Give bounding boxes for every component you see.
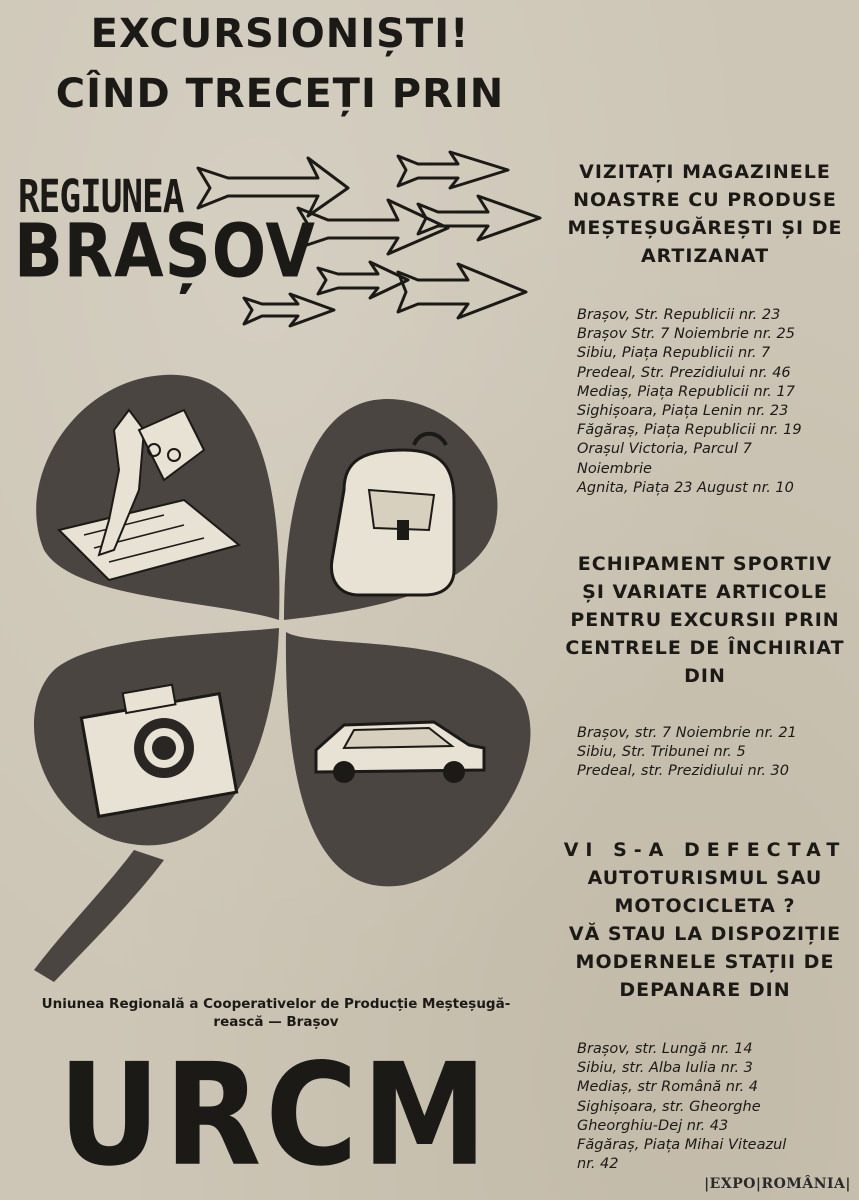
repair-heading xyxy=(560,836,850,1004)
address-item: Sibiu, str. Alba Iulia nr. 3 xyxy=(577,1060,753,1077)
address-item: Făgăraș, Piața Mihai Viteazul xyxy=(577,1137,787,1154)
address-item: Noiembrie xyxy=(577,460,652,477)
heading-line: AUTOTURISMUL SAU xyxy=(587,867,823,889)
address-item: Gheorghiu-Dej nr. 43 xyxy=(577,1117,729,1134)
heading-line: PENTRU EXCURSII PRIN xyxy=(570,609,840,631)
headline-line-1: EXCURSIONIȘTI! xyxy=(90,11,470,57)
caption-line-1: Uniunea Regională a Cooperativelor de Producție Meșteșugă- xyxy=(41,996,511,1012)
address-item: Sibiu, Str. Tribunei nr. 5 xyxy=(577,744,746,761)
heading-line: DEPANARE DIN xyxy=(619,979,791,1001)
address-item: Orașul Victoria, Parcul 7 xyxy=(577,441,752,458)
heading-line: CENTRELE DE ÎNCHIRIAT xyxy=(565,637,845,659)
address-item: Mediaș, Piața Republicii nr. 17 xyxy=(577,383,795,400)
heading-line: MOTOCICLETA ? xyxy=(614,895,796,917)
shops-address-list xyxy=(577,306,837,498)
headline-line-2: CÎND TRECEȚI PRIN xyxy=(55,71,505,117)
rental-address-list xyxy=(577,724,837,782)
address-item: Agnita, Piața 23 August nr. 10 xyxy=(577,479,794,496)
rental-heading xyxy=(560,550,850,690)
watermark: |EXPO|ROMÂNIA| xyxy=(704,1176,851,1192)
address-item: Predeal, str. Prezidiului nr. 30 xyxy=(577,763,790,780)
address-item: Sibiu, Piața Republicii nr. 7 xyxy=(577,345,771,362)
address-item: Mediaș, str Română nr. 4 xyxy=(577,1079,759,1096)
repair-address-list xyxy=(577,1040,837,1174)
address-item: Predeal, Str. Prezidiului nr. 46 xyxy=(577,364,791,381)
address-item: Sighișoara, Piața Lenin nr. 23 xyxy=(577,403,789,420)
publisher-caption xyxy=(6,995,546,1031)
four-leaf-clover xyxy=(14,370,544,990)
heading-line: ARTIZANAT xyxy=(640,245,770,267)
heading-line: DIN xyxy=(684,665,726,687)
heading-line: VI S-A DEFECTAT xyxy=(563,839,847,861)
brand-logo: URCM xyxy=(58,1032,492,1198)
heading-line: ECHIPAMENT SPORTIV xyxy=(577,553,833,575)
address-item: Brașov, str. Lungă nr. 14 xyxy=(577,1041,753,1057)
region-label: REGIUNEA xyxy=(18,172,184,224)
heading-line: MODERNELE STAȚII DE xyxy=(575,951,835,973)
heading-line: ȘI VARIATE ARTICOLE xyxy=(582,581,828,603)
address-item: Brașov, str. 7 Noiembrie nr. 21 xyxy=(577,725,797,741)
heading-line: VIZITAȚI MAGAZINELE xyxy=(579,161,831,183)
shops-heading xyxy=(560,158,850,270)
address-item: Brașov Str. 7 Noiembrie nr. 25 xyxy=(577,326,795,343)
heading-line: MEȘTEȘUGĂREȘTI ȘI DE xyxy=(567,217,843,239)
heading-line: NOASTRE CU PRODUSE xyxy=(573,189,837,211)
arrows-illustration xyxy=(188,148,548,338)
region-name: BRAȘOV xyxy=(14,210,316,296)
caption-line-2: rească — Brașov xyxy=(213,1014,339,1030)
address-item: Sighișoara, str. Gheorghe xyxy=(577,1098,761,1115)
address-item: Făgăraș, Piața Republicii nr. 19 xyxy=(577,422,802,439)
heading-line: VĂ STAU LA DISPOZIȚIE xyxy=(568,923,842,945)
address-item: nr. 42 xyxy=(577,1156,619,1173)
address-item: Brașov, Str. Republicii nr. 23 xyxy=(577,307,781,323)
